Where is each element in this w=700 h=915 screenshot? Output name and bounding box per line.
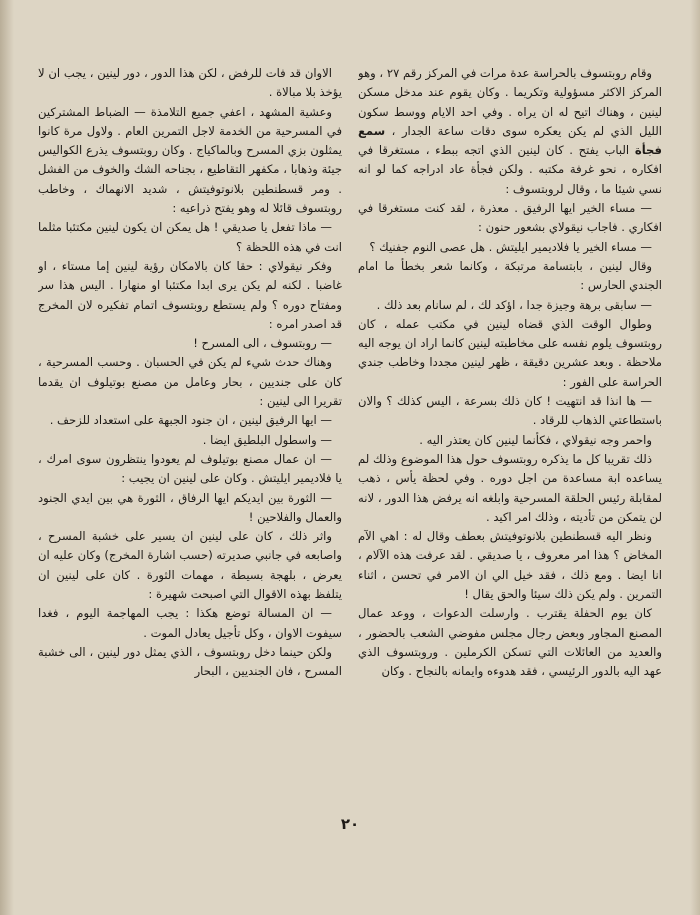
paragraph: — ان المسالة توضع هكذا : يجب المهاجمة اليوم ، فغدا سيفوت الاوان ، وكل تأجيل يعادل الموت . [38, 606, 342, 640]
paragraph: وقام روبتسوف بالحراسة عدة مرات في المركز رقم ٢٧ ، وهو المركز الاكثر مسؤولية وتكريما . وكان يقوم عند مدخل مسكن لينين ، وهناك اتيح له ان يراه . وفي احد الايام ووسط سكون الليل الذي لم يكن يعكره سوى دقات ساعة الجدار ، سمع فجأة الباب يفتح . كان لينين الذي اتجه ببطء ، مستغرقا في افكاره ، نحو غرفة مكتبه . ولكن فجأة عاد ادراجه كما لو انه نسي شيئا ما ، وقال لروبتسوف : [358, 66, 662, 196]
paragraph: واحمر وجه نيقولاي ، فكأنما لينين كان يعتذر اليه . [419, 432, 652, 447]
paragraph: كان يوم الحفلة يقترب . وارسلت الدعوات ، ووعد عمال المصنع المجاور وبعض رجال مجلس مفوضي الشعب بالحضور ، والعديد من العائلات التي تسكن الكرملين . وروبتسوف الذي عهد اليه بالدور الرئيسي ، فقد هدوءه وايمانه بالنجاح . وكان [358, 606, 662, 679]
paragraph: وهناك حدث شيء لم يكن في الحسبان . وحسب المسرحية ، كان على جنديين ، بحار وعامل من مصنع بوتيلوف ان يقدما تقريرا الى لينين : [38, 355, 342, 409]
paragraph: وقال لينين ، بابتسامة مرتبكة ، وكانما شعر بخطأ ما امام الجندي الحارس : [358, 258, 662, 293]
paragraph: — واسطول البلطيق ايضا . [202, 432, 332, 447]
paragraph: وعشية المشهد ، اعفي جميع التلامذة — الضباط المشتركين في المسرحية من الخدمة لاجل التمرين العام . ولاول مرة كانوا يمثلون بزي المسرح وبالماكياج . وكان روبتسوف يذرع الكواليس جيئة وذهابا ، مكفهر التقاطيع ، بجناحه الشك والخوف من الفشل . ومر قسطنطين بلانوتوفيتش ، شديد الانهماك ، وخاطب روبتسوف قائلا له وهو يفتح ذراعيه : [38, 104, 342, 216]
paragraph: واثر ذلك ، كان على لينين ان يسير على خشبة المسرح ، واصابعه في جانبي صديرته (حسب اشارة المخرج) وكان عليه ان يعرض ، بلهجة بسيطة ، مهمات الثورة . كان على لينين ان يتلفظ بهذه الاقوال التي اصبحت شهيرة : [38, 529, 342, 602]
paragraph: — روبتسوف ، الى المسرح ! [193, 336, 332, 351]
paragraph: وفكر نيقولاي : حقا كان بالامكان رؤية لينين إما مستاء ، او غاضبا . لكنه لم يكن يرى ابدا مكتئبا او منهارا . اليس هذا سر ومفتاح دوره ؟ ولم يستطع روبتسوف اتمام تفكيره لان المخرج قد اصدر امره : [38, 258, 342, 331]
page-edge-shadow [690, 0, 700, 915]
page-binding-shadow [0, 0, 14, 915]
paragraph: — مساء الخير يا فلاديمير ايليتش . هل عصى النوم جفنيك ؟ [369, 239, 652, 254]
paragraph: ونظر اليه قسطنطين بلانوتوفيتش بعطف وقال له : اهي الآم المخاض ؟ هذا امر معروف ، يا صديقي . لقد عرفت هذه الآلام ، انا ايضا . ومع ذلك ، فقد خيل الي ان الامر في تحسن ، اثناء التمرين . ولم يكن ذلك سيئا والحق يقال ! [358, 529, 662, 602]
paragraph: — ايها الرفيق لينين ، ان جنود الجبهة على استعداد للزحف . [49, 413, 332, 428]
paragraph: ولكن حينما دخل روبتسوف ، الذي يمثل دور لينين ، الى خشبة المسرح ، فان الجنديين ، البحار [38, 644, 342, 679]
paragraph: — سابقى برهة وجيزة جدا ، اؤكد لك ، لم سانام بعد ذلك . [376, 297, 652, 312]
text-column-left [38, 64, 342, 814]
page-number: ٢٠ [340, 815, 360, 833]
paragraph: الاوان قد فات للرفض ، لكن هذا الدور ، دور لينين ، يجب ان لا يؤخذ بلا مبالاة . [38, 66, 342, 100]
paragraph: — ها انذا قد انتهيت ! كان ذلك بسرعة ، اليس كذلك ؟ والان باستطاعتي الذهاب للرقاد . [358, 394, 662, 428]
emphasis-text: سمع فجأة [358, 123, 662, 158]
paragraph: — ان عمال مصنع بوتيلوف لم يعودوا ينتظرون سوى امرك ، يا فلاديمير ايليتش . وكان على لينين ان يجيب : [38, 451, 342, 486]
paragraph: ذلك تقريبا كل ما يذكره روبتسوف حول هذا الموضوع وذلك لم يساعده ابة مساعدة من اجل دوره . وفي لحظة يأس ، ذهب لمقابلة رئيس الحلقة المسرحية وابلغه انه يرفض هذا الدور ، لانه لن يتمكن من تأديته ، وذلك امر اكيد . [358, 451, 662, 524]
paragraph: — الثورة بين ايديكم ايها الرفاق ، الثورة هي بين ايدي الجنود والعمال والفلاحين ! [38, 490, 342, 524]
text-column-right [358, 64, 662, 814]
paragraph: وطوال الوقت الذي قضاه لينين في مكتب عمله ، كان روبتسوف يلوم نفسه على مخاطبته لينين كانما اراد ان يوجه اليه ملاحظة . وبعد عشرين دقيقة ، ظهر لينين مجددا وخاطب جندي الحراسة على الفور : [358, 316, 662, 389]
paragraph: — مساء الخير ايها الرفيق . معذرة ، لقد كنت مستغرقا في افكاري . فاجاب نيقولاي بشعور حنون : [358, 201, 662, 235]
paragraph: — ماذا تفعل يا صديقي ! هل يمكن ان يكون لينين مكتئبا مثلما انت في هذه اللحظة ؟ [38, 220, 342, 254]
